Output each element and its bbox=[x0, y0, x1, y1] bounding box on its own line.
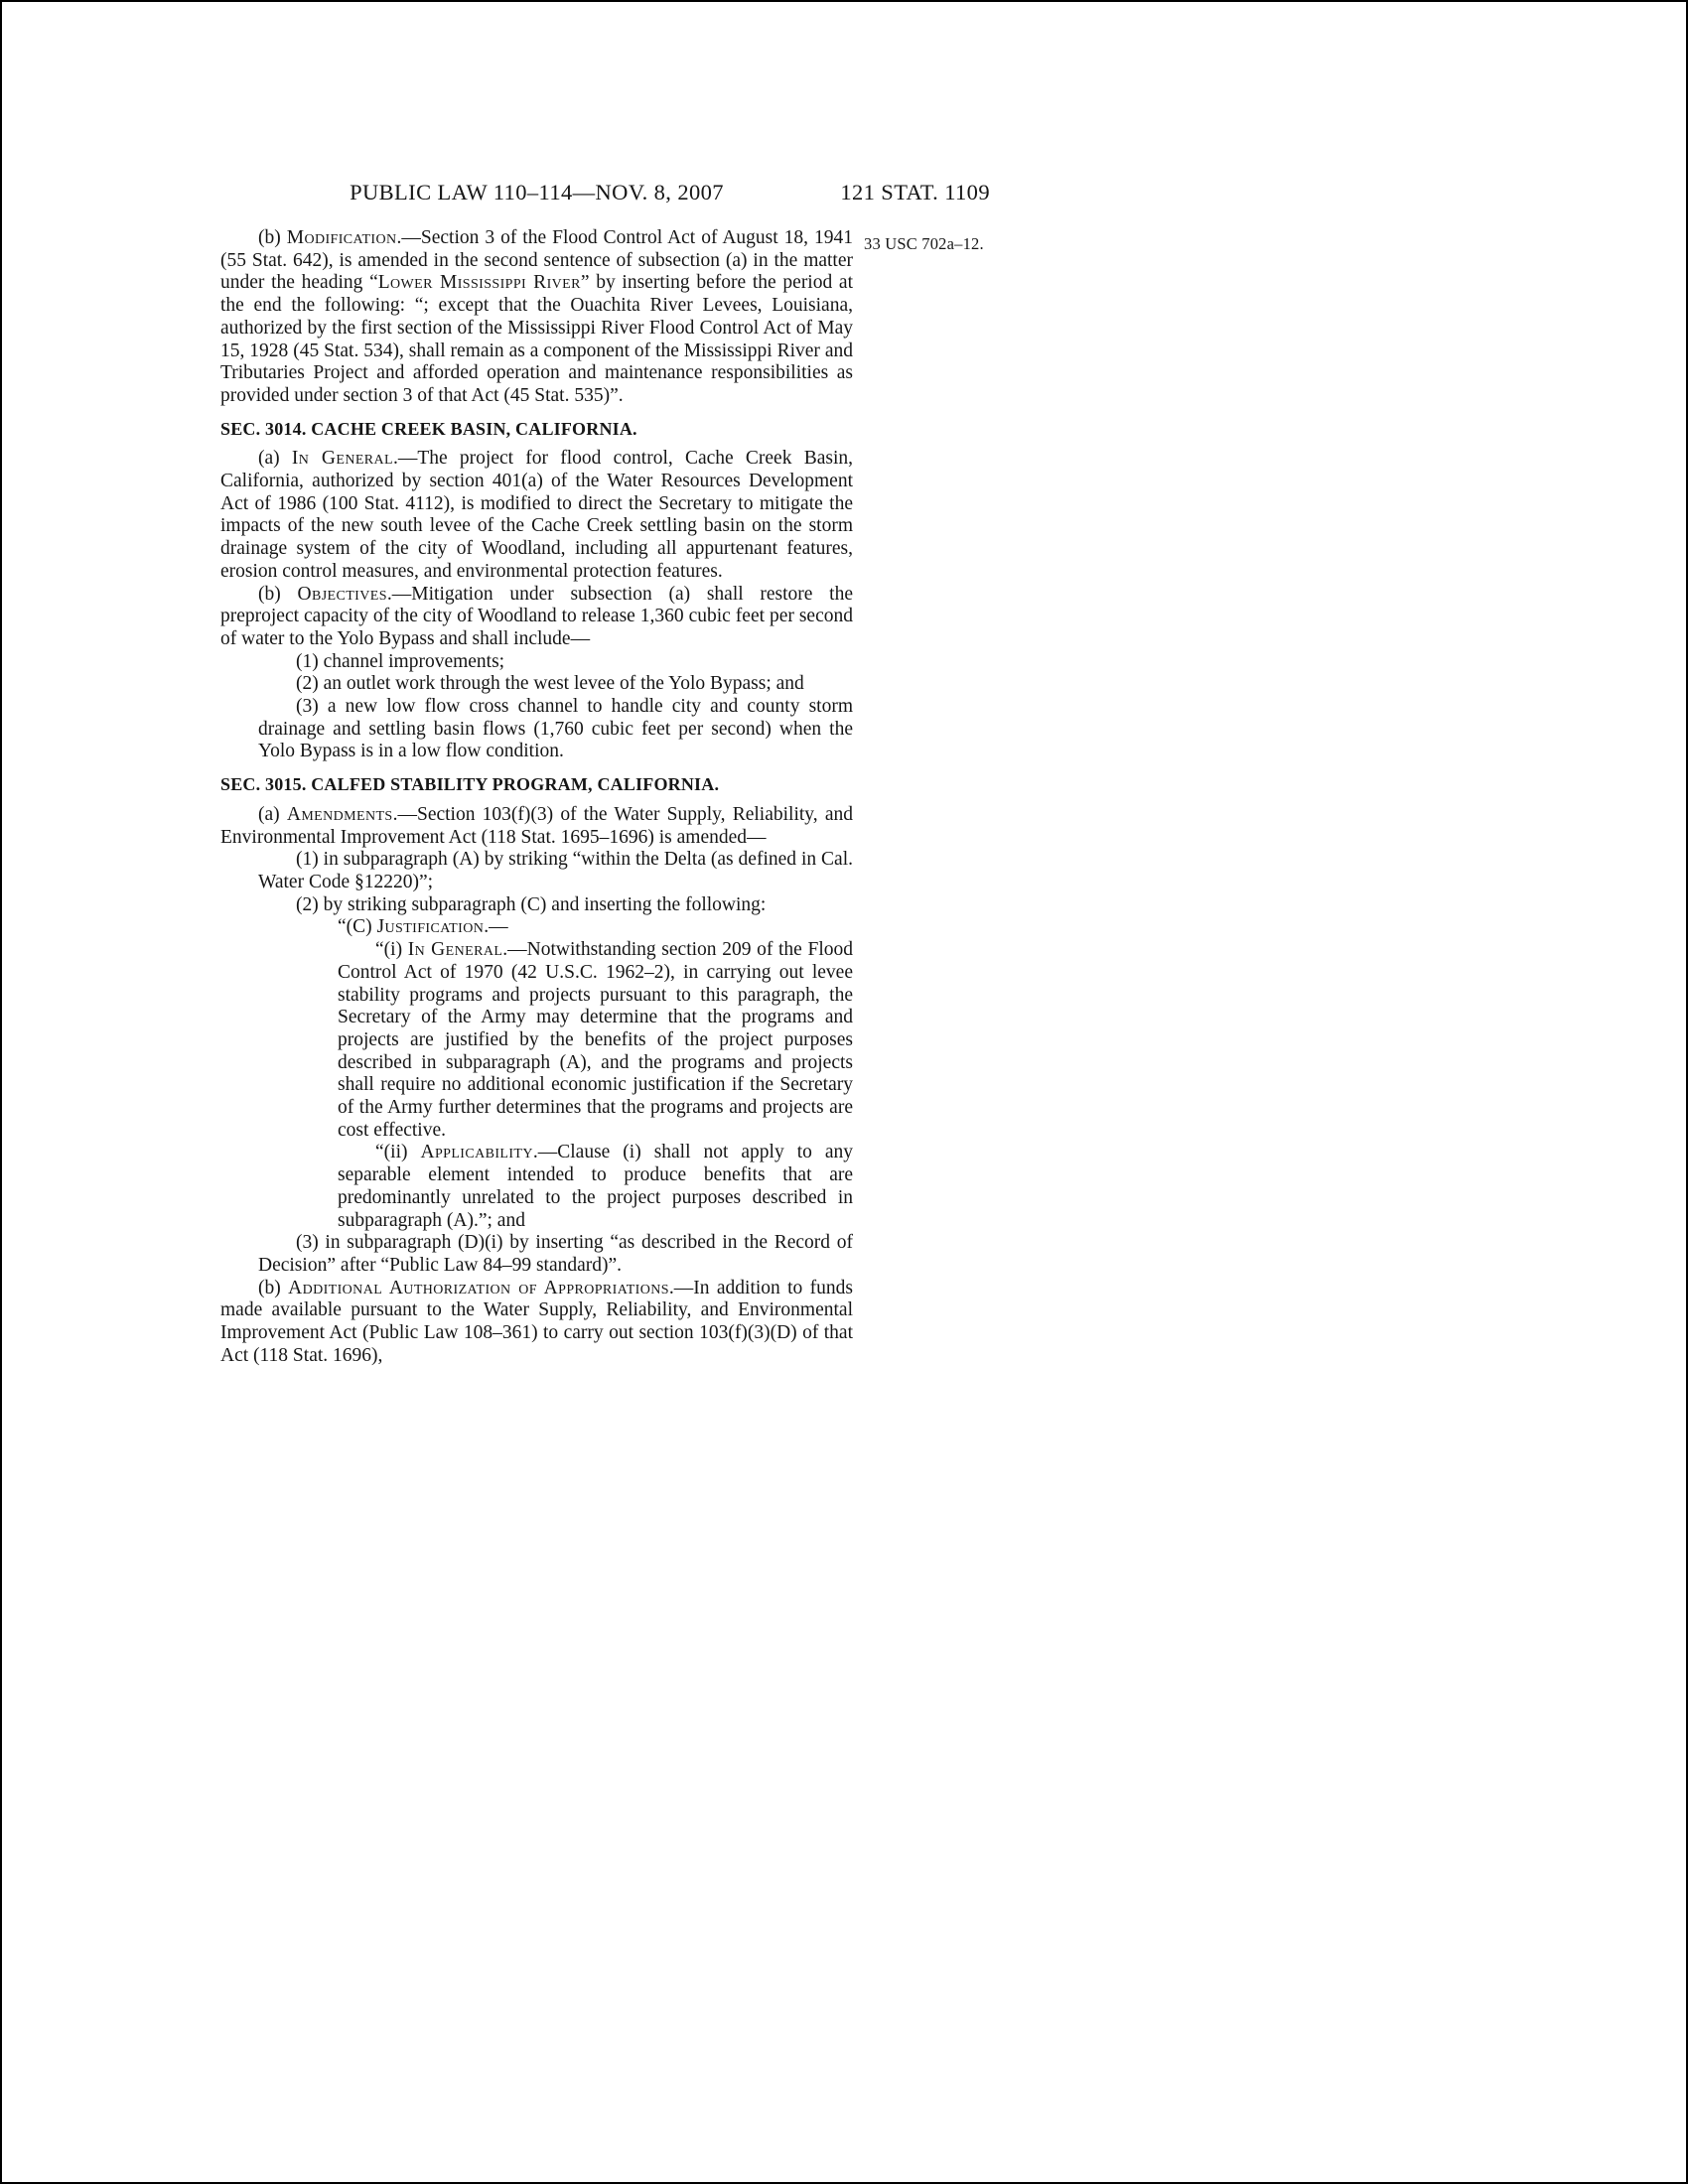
small-caps-text: In General bbox=[407, 939, 503, 961]
body-run: .—Mitigation under subsection (a) shall restore the preproject capacity of the city of Woodland to release 1,360 cubic feet per second of water to the Yolo Bypass and shall include— bbox=[220, 583, 853, 649]
paragraph bbox=[220, 227, 853, 408]
body-run: .—Section 3 of the Flood Control Act of August 18, 1941 (55 Stat. 642), is amended in the second sentence of subsection (a) in the matter under the heading “ bbox=[220, 227, 853, 294]
body-run: ” by inserting before the period at the end the following: “; except that the Ouachita River Levees, Louisiana, authorized by the first section of the Mississippi River Flood Control Act of May 15, 1928 (45 Stat. 534), shall remain as a component of the Mississippi River and Tributaries Project and afforded operation and maintenance responsibilities as provided under section 3 of that Act (45 Stat. 535)”. bbox=[220, 272, 854, 406]
body-run: SEC. 3014. CACHE CREEK BASIN, CALIFORNIA. bbox=[220, 418, 637, 439]
paragraph bbox=[258, 1232, 853, 1277]
body-run: (a) bbox=[258, 803, 287, 825]
paragraph bbox=[338, 939, 853, 1142]
body-run: (3) a new low flow cross channel to handle city and county storm drainage and settling basin flows (1,760 cubic feet per second) when the Yolo Bypass is in a low flow condition. bbox=[258, 696, 853, 762]
small-caps-text: In General bbox=[291, 448, 393, 470]
body-run: .—Clause (i) shall not apply to any separable element intended to produce benefits that are predominantly unrelated to the project purposes described in subparagraph (A).”; and bbox=[338, 1142, 853, 1231]
small-caps-text: Amendments bbox=[286, 803, 393, 825]
body-run: (a) bbox=[258, 448, 292, 470]
paragraph bbox=[338, 1142, 853, 1232]
section-heading bbox=[220, 773, 853, 796]
paragraph bbox=[258, 673, 853, 696]
section-heading bbox=[220, 418, 853, 441]
paragraph bbox=[258, 651, 853, 674]
small-caps-text: Applicability bbox=[420, 1142, 533, 1163]
body-run: (2) an outlet work through the west levee of the Yolo Bypass; and bbox=[296, 673, 804, 695]
body-run: .—Notwithstanding section 209 of the Flood Control Act of 1970 (42 U.S.C. 1962–2), in carrying out levee stability programs and projects pursuant to this paragraph, the Secretary of the Army may determine that the programs and projects are justified by the benefits of the project purposes described in subparagraph (A), and the programs and projects shall require no additional economic justification if the Secretary of the Army further determines that the programs and projects are cost effective. bbox=[338, 939, 853, 1141]
small-caps-text: Additional Authorization of Appropriations bbox=[288, 1277, 669, 1298]
small-caps-text: Objectives bbox=[297, 583, 387, 605]
body-run: .—In addition to funds made available pursuant to the Water Supply, Reliability, and Environmental Improvement Act (Public Law 108–361) to carry out section 103(f)(3)(D) of that Act (118 Stat. 1696), bbox=[220, 1277, 853, 1366]
body-run: (1) in subparagraph (A) by striking “within the Delta (as defined in Cal. Water Code §12220)”; bbox=[258, 849, 853, 892]
paragraph bbox=[220, 584, 853, 651]
body-run: SEC. 3015. CALFED STABILITY PROGRAM, CALIFORNIA. bbox=[220, 774, 720, 795]
paragraph bbox=[258, 894, 853, 917]
small-caps-text: Modification bbox=[286, 227, 397, 248]
paragraph bbox=[258, 696, 853, 763]
paragraph bbox=[300, 916, 853, 939]
body-run: .—The project for flood control, Cache Creek Basin, California, authorized by section 401(a) of the Water Resources Development Act of 1986 (100 Stat. 4112), is modified to direct the Secretary to mitigate the impacts of the new south levee of the Cache Creek settling basin on the storm drainage system of the city of Woodland, including all appurtenant features, erosion control measures, and environmental protection features. bbox=[220, 448, 853, 582]
body-run: .— bbox=[484, 916, 508, 938]
body-run: (2) by striking subparagraph (C) and inserting the following: bbox=[296, 893, 767, 915]
small-caps-text: Lower Mississippi River bbox=[377, 272, 581, 294]
paragraph bbox=[220, 804, 853, 849]
body-run: (b) bbox=[258, 227, 287, 248]
body-run: (b) bbox=[258, 1277, 289, 1298]
paragraph bbox=[220, 1278, 853, 1368]
paragraph bbox=[220, 448, 853, 583]
body-run: “(C) bbox=[338, 916, 377, 938]
page-header-law-title: PUBLIC LAW 110–114—NOV. 8, 2007 bbox=[350, 180, 724, 205]
body-run: “(i) bbox=[375, 939, 408, 961]
body-run: “(ii) bbox=[375, 1142, 421, 1163]
margin-note-usc-citation: 33 USC 702a–12. bbox=[864, 234, 984, 253]
page-header-stat-number: 121 STAT. 1109 bbox=[840, 180, 990, 205]
body-run: (1) channel improvements; bbox=[296, 650, 505, 672]
paragraph bbox=[258, 849, 853, 893]
body-run: .—Section 103(f)(3) of the Water Supply, Reliability, and Environmental Improvement Act (118 Stat. 1695–1696) is amended— bbox=[220, 803, 853, 848]
body-run: (b) bbox=[258, 583, 298, 605]
body-text bbox=[220, 227, 853, 1367]
small-caps-text: Justification bbox=[376, 916, 485, 938]
body-run: (3) in subparagraph (D)(i) by inserting “as described in the Record of Decision” after “Public Law 84–99 standard)”. bbox=[258, 1232, 853, 1276]
